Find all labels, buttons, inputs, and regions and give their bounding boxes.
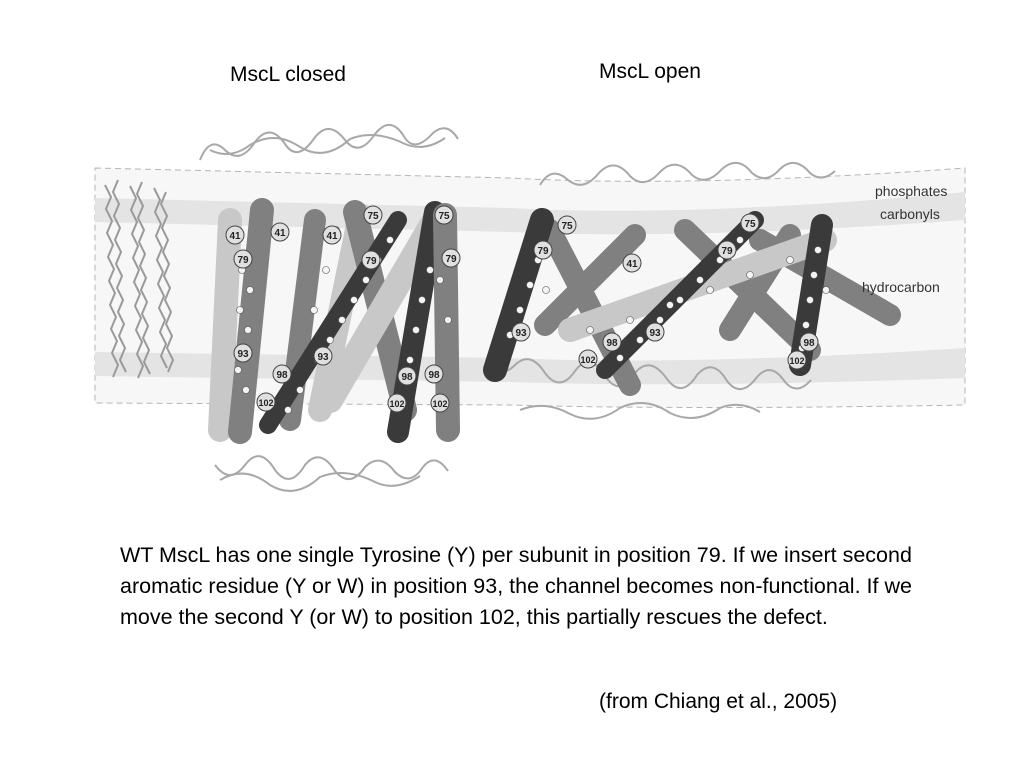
residue-label: 41: [229, 231, 241, 242]
residue-label: 79: [445, 254, 457, 265]
residue-label: 75: [367, 211, 379, 222]
open-state-title: MscL open: [599, 60, 701, 83]
residue-label: 75: [561, 221, 573, 232]
residue-label: 93: [649, 328, 661, 339]
hydrocarbon-label: hydrocarbon: [862, 279, 940, 295]
residue-label: 98: [401, 372, 413, 383]
figure-caption: WT MscL has one single Tyrosine (Y) per subunit in position 79. If we insert second aromatic residue (Y or W) in position 93, the channel becomes non-functional. If we move the second Y (or W) to position 102, this partially rescues the defect.: [120, 543, 912, 629]
residue-label: 98: [276, 370, 288, 381]
residue-label: 41: [326, 231, 338, 242]
residue-label: 102: [258, 398, 274, 408]
residue-label: 79: [365, 256, 377, 267]
residue-label: 93: [317, 352, 329, 363]
closed-state-title: MscL closed: [230, 63, 346, 86]
residue-label: 79: [537, 246, 549, 257]
carbonyls-label: carbonyls: [880, 206, 940, 222]
citation: (from Chiang et al., 2005): [599, 690, 838, 713]
residue-label: 41: [274, 228, 286, 239]
residue-label: 102: [432, 399, 448, 409]
residue-label: 75: [438, 211, 450, 222]
residue-label: 79: [721, 246, 733, 257]
phosphates-label: phosphates: [875, 183, 948, 199]
residue-label: 98: [803, 338, 815, 349]
residue-label: 102: [789, 356, 805, 366]
mscl-structure-figure: [90, 120, 970, 520]
structure-diagram: [90, 120, 970, 520]
residue-label: 79: [237, 255, 249, 266]
residue-label: 102: [389, 399, 405, 409]
residue-label: 93: [515, 328, 527, 339]
residue-label: 93: [237, 349, 249, 360]
residue-label: 102: [580, 355, 596, 365]
residue-label: 41: [626, 259, 638, 270]
residue-label: 98: [606, 338, 618, 349]
residue-label: 75: [744, 219, 756, 230]
residue-label: 98: [428, 370, 440, 381]
